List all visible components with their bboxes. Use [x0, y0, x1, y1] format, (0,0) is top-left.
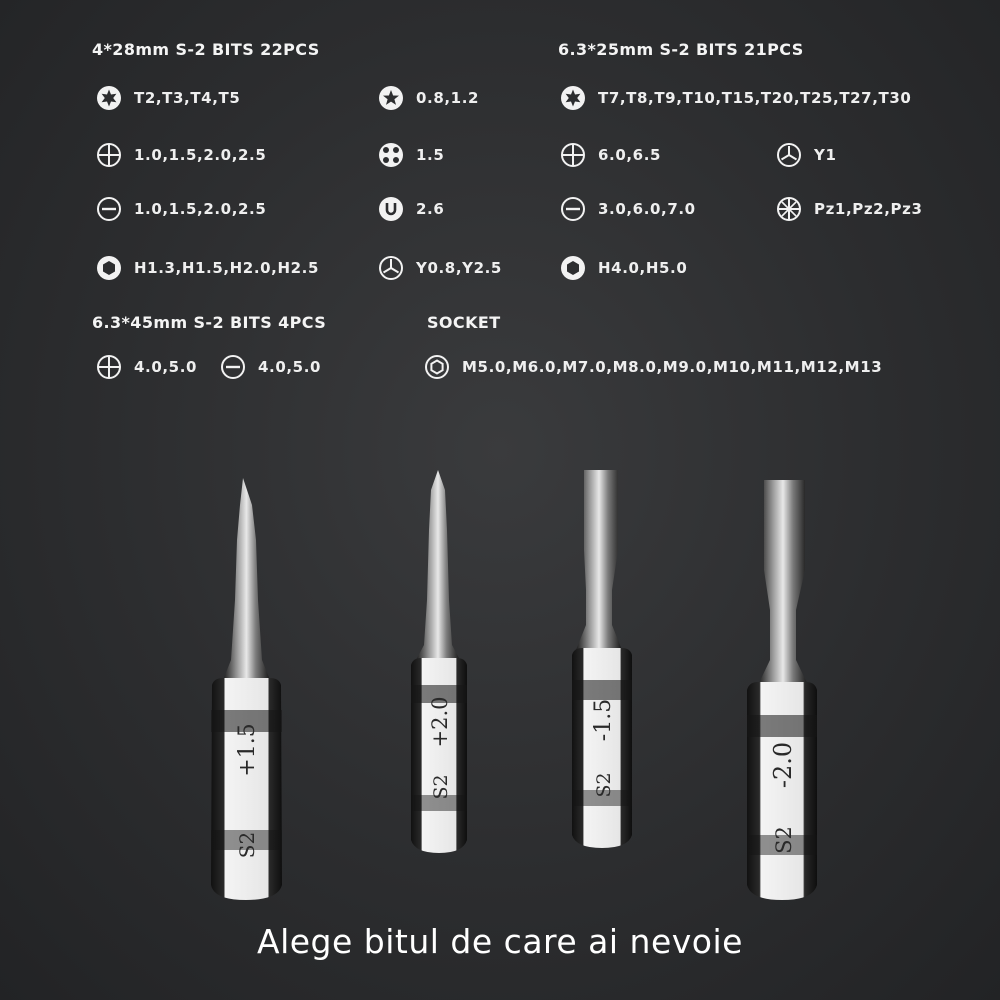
spec-phillips-c-label: 4.0,5.0 — [134, 358, 198, 376]
bit-4-size: -2.0 — [769, 741, 797, 789]
bit-4-grade: S2 — [772, 826, 796, 854]
spec-slotted-b-label: 3.0,6.0,7.0 — [598, 200, 696, 218]
caption: Alege bitul de care ai nevoie — [257, 922, 743, 961]
heading-set-a: 4*28mm S-2 BITS 22PCS — [92, 40, 320, 59]
phillips-icon — [96, 142, 122, 168]
spec-tri-wing-a-label: Y0.8,Y2.5 — [416, 259, 502, 277]
spec-slotted-b — [560, 194, 696, 224]
socket-icon — [424, 354, 450, 380]
u-type-icon — [378, 196, 404, 222]
spec-slotted-a — [96, 194, 266, 224]
spec-tri-wing-b — [776, 140, 837, 170]
bits-illustration — [0, 460, 1000, 910]
spec-hex-a — [96, 253, 319, 283]
bit-2-grade: S2 — [430, 774, 452, 800]
slotted-icon — [220, 354, 246, 380]
spec-phillips-a — [96, 140, 266, 170]
bit-slotted-2-0 — [747, 480, 817, 900]
heading-set-c: 6.3*45mm S-2 BITS 4PCS — [92, 313, 327, 332]
bit-slotted-1-5 — [572, 470, 632, 848]
spec-torx-b — [560, 83, 911, 113]
pentalobe-icon — [378, 85, 404, 111]
spec-torx-a — [96, 83, 240, 113]
spec-phillips-b-label: 6.0,6.5 — [598, 146, 662, 164]
slotted-icon — [560, 196, 586, 222]
spec-hex-a-label: H1.3,H1.5,H2.0,H2.5 — [134, 259, 319, 277]
spec-u-type — [378, 194, 444, 224]
spec-pentalobe — [378, 83, 479, 113]
bit-2-size: +2.0 — [428, 696, 452, 748]
bit-3-size: -1.5 — [591, 698, 616, 742]
spec-cross-slot-label: 1.5 — [416, 146, 445, 164]
spec-phillips-b — [560, 140, 661, 170]
spec-socket-label: M5.0,M6.0,M7.0,M8.0,M9.0,M10,M11,M12,M13 — [462, 358, 883, 376]
spec-slotted-c-label: 4.0,5.0 — [258, 358, 322, 376]
spec-pozidriv — [776, 194, 922, 224]
torx-icon — [560, 85, 586, 111]
bit-1-grade: S2 — [235, 831, 259, 859]
spec-tri-wing-b-label: Y1 — [814, 146, 837, 164]
pozidriv-icon — [776, 196, 802, 222]
hex-icon — [560, 255, 586, 281]
bit-phillips-1-5 — [211, 478, 282, 900]
spec-slotted-a-label: 1.0,1.5,2.0,2.5 — [134, 200, 267, 218]
spec-pentalobe-label: 0.8,1.2 — [416, 89, 480, 107]
bit-3-grade: S2 — [593, 772, 615, 798]
heading-set-b: 6.3*25mm S-2 BITS 21PCS — [558, 40, 804, 59]
slotted-icon — [96, 196, 122, 222]
spec-hex-b — [560, 253, 687, 283]
hex-icon — [96, 255, 122, 281]
bit-phillips-2-0 — [411, 470, 467, 853]
heading-socket: SOCKET — [427, 313, 501, 332]
spec-cross-slot — [378, 140, 444, 170]
spec-phillips-c — [96, 352, 197, 382]
spec-pozidriv-label: Pz1,Pz2,Pz3 — [814, 200, 923, 218]
spec-torx-a-label: T2,T3,T4,T5 — [134, 89, 241, 107]
spec-tri-wing-a — [378, 253, 502, 283]
bit-1-size: +1.5 — [235, 723, 260, 777]
spec-torx-b-label: T7,T8,T9,T10,T15,T20,T25,T27,T30 — [598, 89, 912, 107]
phillips-icon — [560, 142, 586, 168]
spec-socket — [424, 352, 882, 382]
tri-wing-icon — [776, 142, 802, 168]
tri-wing-icon — [378, 255, 404, 281]
spec-hex-b-label: H4.0,H5.0 — [598, 259, 688, 277]
cross-slot-icon — [378, 142, 404, 168]
phillips-icon — [96, 354, 122, 380]
spec-slotted-c — [220, 352, 321, 382]
torx-icon — [96, 85, 122, 111]
spec-phillips-a-label: 1.0,1.5,2.0,2.5 — [134, 146, 267, 164]
spec-u-type-label: 2.6 — [416, 200, 445, 218]
